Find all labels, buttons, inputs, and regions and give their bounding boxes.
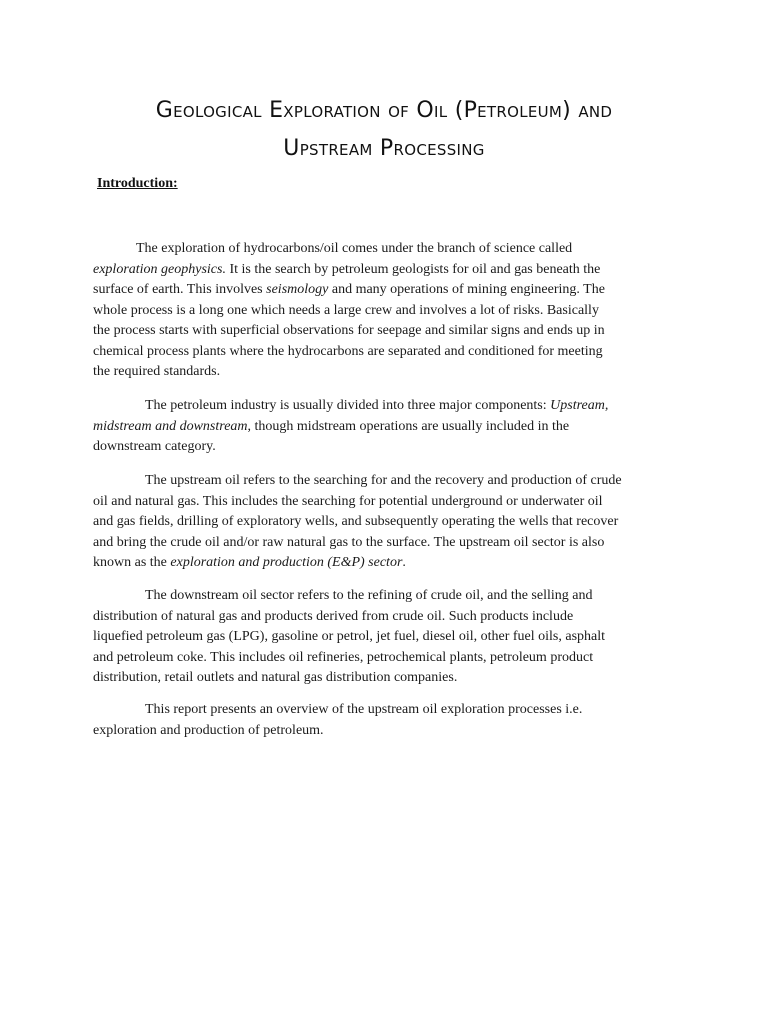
paragraph-downstream — [93, 586, 673, 689]
text-run: surface of earth. This involves — [93, 282, 267, 297]
section-heading-introduction: Introduction: — [97, 176, 178, 191]
paragraph-exploration — [93, 239, 673, 383]
paragraph-line — [93, 260, 673, 281]
paragraph-line: chemical process plants where the hydrocarbons are separated and conditioned for meeting — [93, 343, 603, 359]
document-title — [60, 92, 708, 168]
italic-term: seismology — [266, 282, 329, 297]
paragraph-line — [93, 396, 673, 417]
italic-term: midstream and downstream — [93, 418, 248, 434]
paragraph-upstream — [93, 471, 673, 574]
paragraph-line: and bring the crude oil and/or raw natural gas to the surface. The upstream oil sector is also — [93, 534, 605, 550]
paragraph-line: whole process is a long one which needs a large crew and involves a lot of risks. Basically — [93, 302, 599, 318]
paragraph-line: the process starts with superficial observations for seepage and similar signs and ends up in — [93, 323, 605, 338]
paragraph-line: This report presents an overview of the upstream oil exploration processes i.e. — [145, 702, 583, 717]
paragraph-line: the required standards. — [93, 364, 221, 379]
paragraph-industry-components — [93, 396, 673, 458]
paragraph-line: The downstream oil sector refers to the refining of crude oil, and the selling and — [145, 588, 593, 603]
paragraph-line: The exploration of hydrocarbons/oil comes under the branch of science called — [136, 241, 573, 256]
text-run: The petroleum industry is usually divided into three major components: — [145, 398, 551, 413]
paragraph-line: liquefied petroleum gas (LPG), gasoline or petrol, jet fuel, diesel oil, other fuel oils, asphalt — [93, 629, 606, 644]
paragraph-line: oil and natural gas. This includes the searching for potential underground or underwater oil — [93, 493, 603, 509]
paragraph-line — [93, 417, 673, 438]
text-run: It is the search by petroleum geologists for oil and gas beneath the — [225, 261, 601, 277]
title-line-2: Upstream Processing — [283, 136, 485, 161]
italic-term: exploration and production (E&P) sector — [170, 555, 403, 570]
paragraph-line: distribution, retail outlets and natural gas distribution companies. — [93, 670, 458, 685]
text-run: and many operations of mining engineering. The — [328, 282, 605, 297]
paragraph-line: distribution of natural gas and products derived from crude oil. Such products include — [93, 608, 574, 624]
paragraph-line: exploration and production of petroleum. — [93, 722, 324, 738]
italic-term: Upstream, — [550, 398, 609, 413]
paragraph-line: and gas fields, drilling of exploratory wells, and subsequently operating the wells that recover — [93, 514, 619, 529]
title-line-1: Geological Exploration of Oil (Petroleum) and — [155, 98, 613, 123]
text-run: known as the — [93, 555, 171, 570]
paragraph-line: The upstream oil refers to the searching for and the recovery and production of crude — [145, 473, 622, 488]
paragraph-line — [93, 280, 673, 301]
paragraph-line — [93, 553, 673, 574]
paragraph-line: downstream category. — [93, 439, 216, 454]
paragraph-line: and petroleum coke. This includes oil refineries, petrochemical plants, petroleum product — [93, 649, 594, 665]
italic-term: exploration geophysics. — [93, 261, 226, 277]
text-run: , though midstream operations are usually included in the — [247, 418, 570, 434]
paragraph-report-overview — [93, 700, 673, 741]
text-run: . — [402, 555, 406, 570]
